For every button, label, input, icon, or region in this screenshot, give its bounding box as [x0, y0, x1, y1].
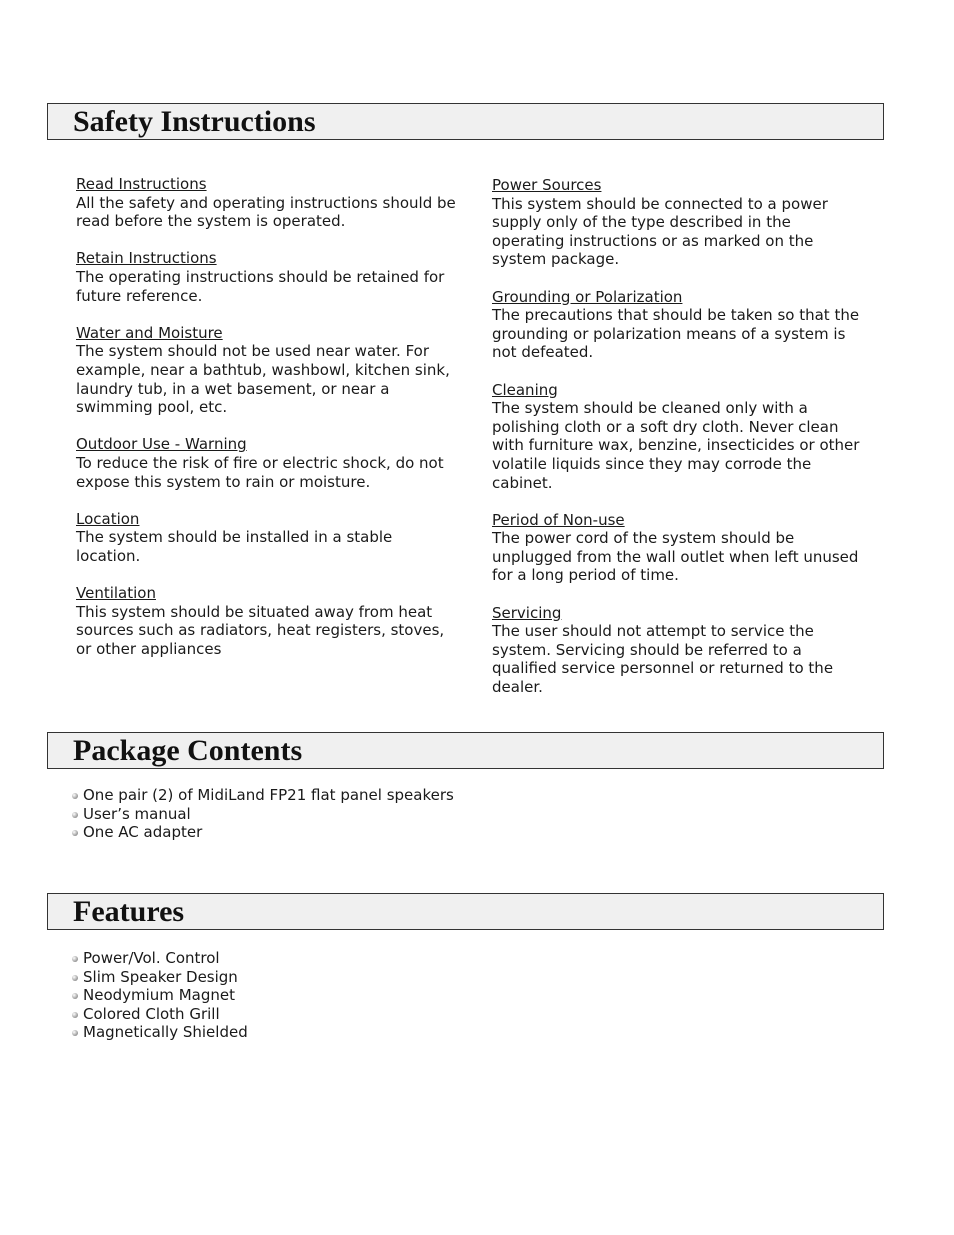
list-item-text: One pair (2) of MidiLand FP21 flat panel speakers [83, 786, 454, 804]
bullet-icon [72, 975, 78, 981]
features-title: Features [73, 895, 185, 928]
safety-item-title: Cleaning [492, 380, 558, 399]
list-item [72, 968, 248, 987]
bullet-icon [72, 812, 78, 818]
safety-item-body: The system should be cleaned only with a polishing cloth or a soft dry cloth. Never clean with furniture wax, benzine, insecticides or other volatile liquids since they may corrode the cabinet. [492, 399, 860, 492]
list-item [72, 949, 248, 968]
safety-item [492, 288, 864, 362]
safety-item-title: Ventilation [76, 584, 156, 603]
safety-item-title: Period of Non-use [492, 510, 625, 529]
list-item [72, 805, 454, 824]
bullet-icon [72, 793, 78, 799]
safety-item [76, 510, 456, 566]
safety-item-body: All the safety and operating instructions should be read before the system is operated. [76, 193, 456, 231]
bullet-icon [72, 956, 78, 962]
safety-left-column [76, 175, 456, 677]
list-item [72, 786, 454, 805]
safety-item-title: Power Sources [492, 176, 602, 194]
safety-item-title: Location [76, 509, 140, 528]
safety-item-body: The power cord of the system should be unplugged from the wall outlet when left unused for a long period of time. [492, 529, 859, 585]
bullet-icon [72, 1030, 78, 1036]
safety-item [76, 435, 456, 491]
features-list [72, 949, 248, 1042]
safety-item-body: The system should be installed in a stable location. [76, 528, 393, 565]
safety-instructions-title: Safety Instructions [73, 105, 316, 138]
list-item-text: Slim Speaker Design [83, 967, 238, 986]
safety-item [76, 175, 456, 231]
safety-item-body: The operating instructions should be retained for future reference. [76, 267, 445, 305]
safety-item [76, 324, 456, 417]
bullet-icon [72, 1012, 78, 1018]
safety-item-title: Read Instructions [76, 175, 207, 193]
safety-item-body: The system should not be used near water. For example, near a bathtub, washbowl, kitchen sink, laundry tub, in a wet basement, or near a swimming pool, etc. [76, 342, 450, 417]
safety-item-title: Grounding or Polarization [492, 287, 683, 306]
list-item-text: Magnetically Shielded [83, 1023, 248, 1041]
safety-item [492, 511, 864, 585]
list-item-text: Power/Vol. Control [83, 949, 220, 967]
list-item [72, 1023, 248, 1042]
safety-item-body: To reduce the risk of fire or electric shock, do not expose this system to rain or moisture. [76, 453, 444, 491]
safety-item [492, 604, 864, 697]
safety-item [492, 381, 864, 493]
safety-item [76, 584, 456, 658]
list-item-text: Neodymium Magnet [83, 986, 235, 1004]
safety-item [492, 176, 864, 269]
list-item [72, 1005, 248, 1024]
list-item-text: One AC adapter [83, 823, 203, 841]
safety-item-body: This system should be connected to a power supply only of the type described in the operating instructions or as marked on the system package. [492, 194, 828, 269]
safety-item-body: This system should be situated away from heat sources such as radiators, heat registers, stoves, or other appliances [76, 602, 445, 658]
safety-item-title: Outdoor Use - Warning [76, 435, 247, 454]
bullet-icon [72, 830, 78, 836]
package-contents-header [47, 732, 884, 769]
safety-item-body: The precautions that should be taken so that the grounding or polarization means of a system is not defeated. [492, 306, 860, 362]
safety-item [76, 249, 456, 305]
safety-item-title: Retain Instructions [76, 249, 217, 268]
list-item-text: Colored Cloth Grill [83, 1004, 220, 1023]
package-contents-title: Package Contents [73, 734, 303, 767]
list-item-text: User’s manual [83, 804, 191, 823]
list-item [72, 823, 454, 842]
bullet-icon [72, 993, 78, 999]
safety-item-title: Servicing [492, 603, 562, 622]
features-header [47, 893, 884, 930]
list-item [72, 986, 248, 1005]
safety-item-title: Water and Moisture [76, 323, 223, 342]
package-contents-list [72, 786, 454, 842]
safety-right-column [492, 176, 864, 715]
safety-instructions-header [47, 103, 884, 140]
safety-item-body: The user should not attempt to service the system. Servicing should be referred to a qualified service personnel or returned to the dealer. [492, 622, 834, 697]
